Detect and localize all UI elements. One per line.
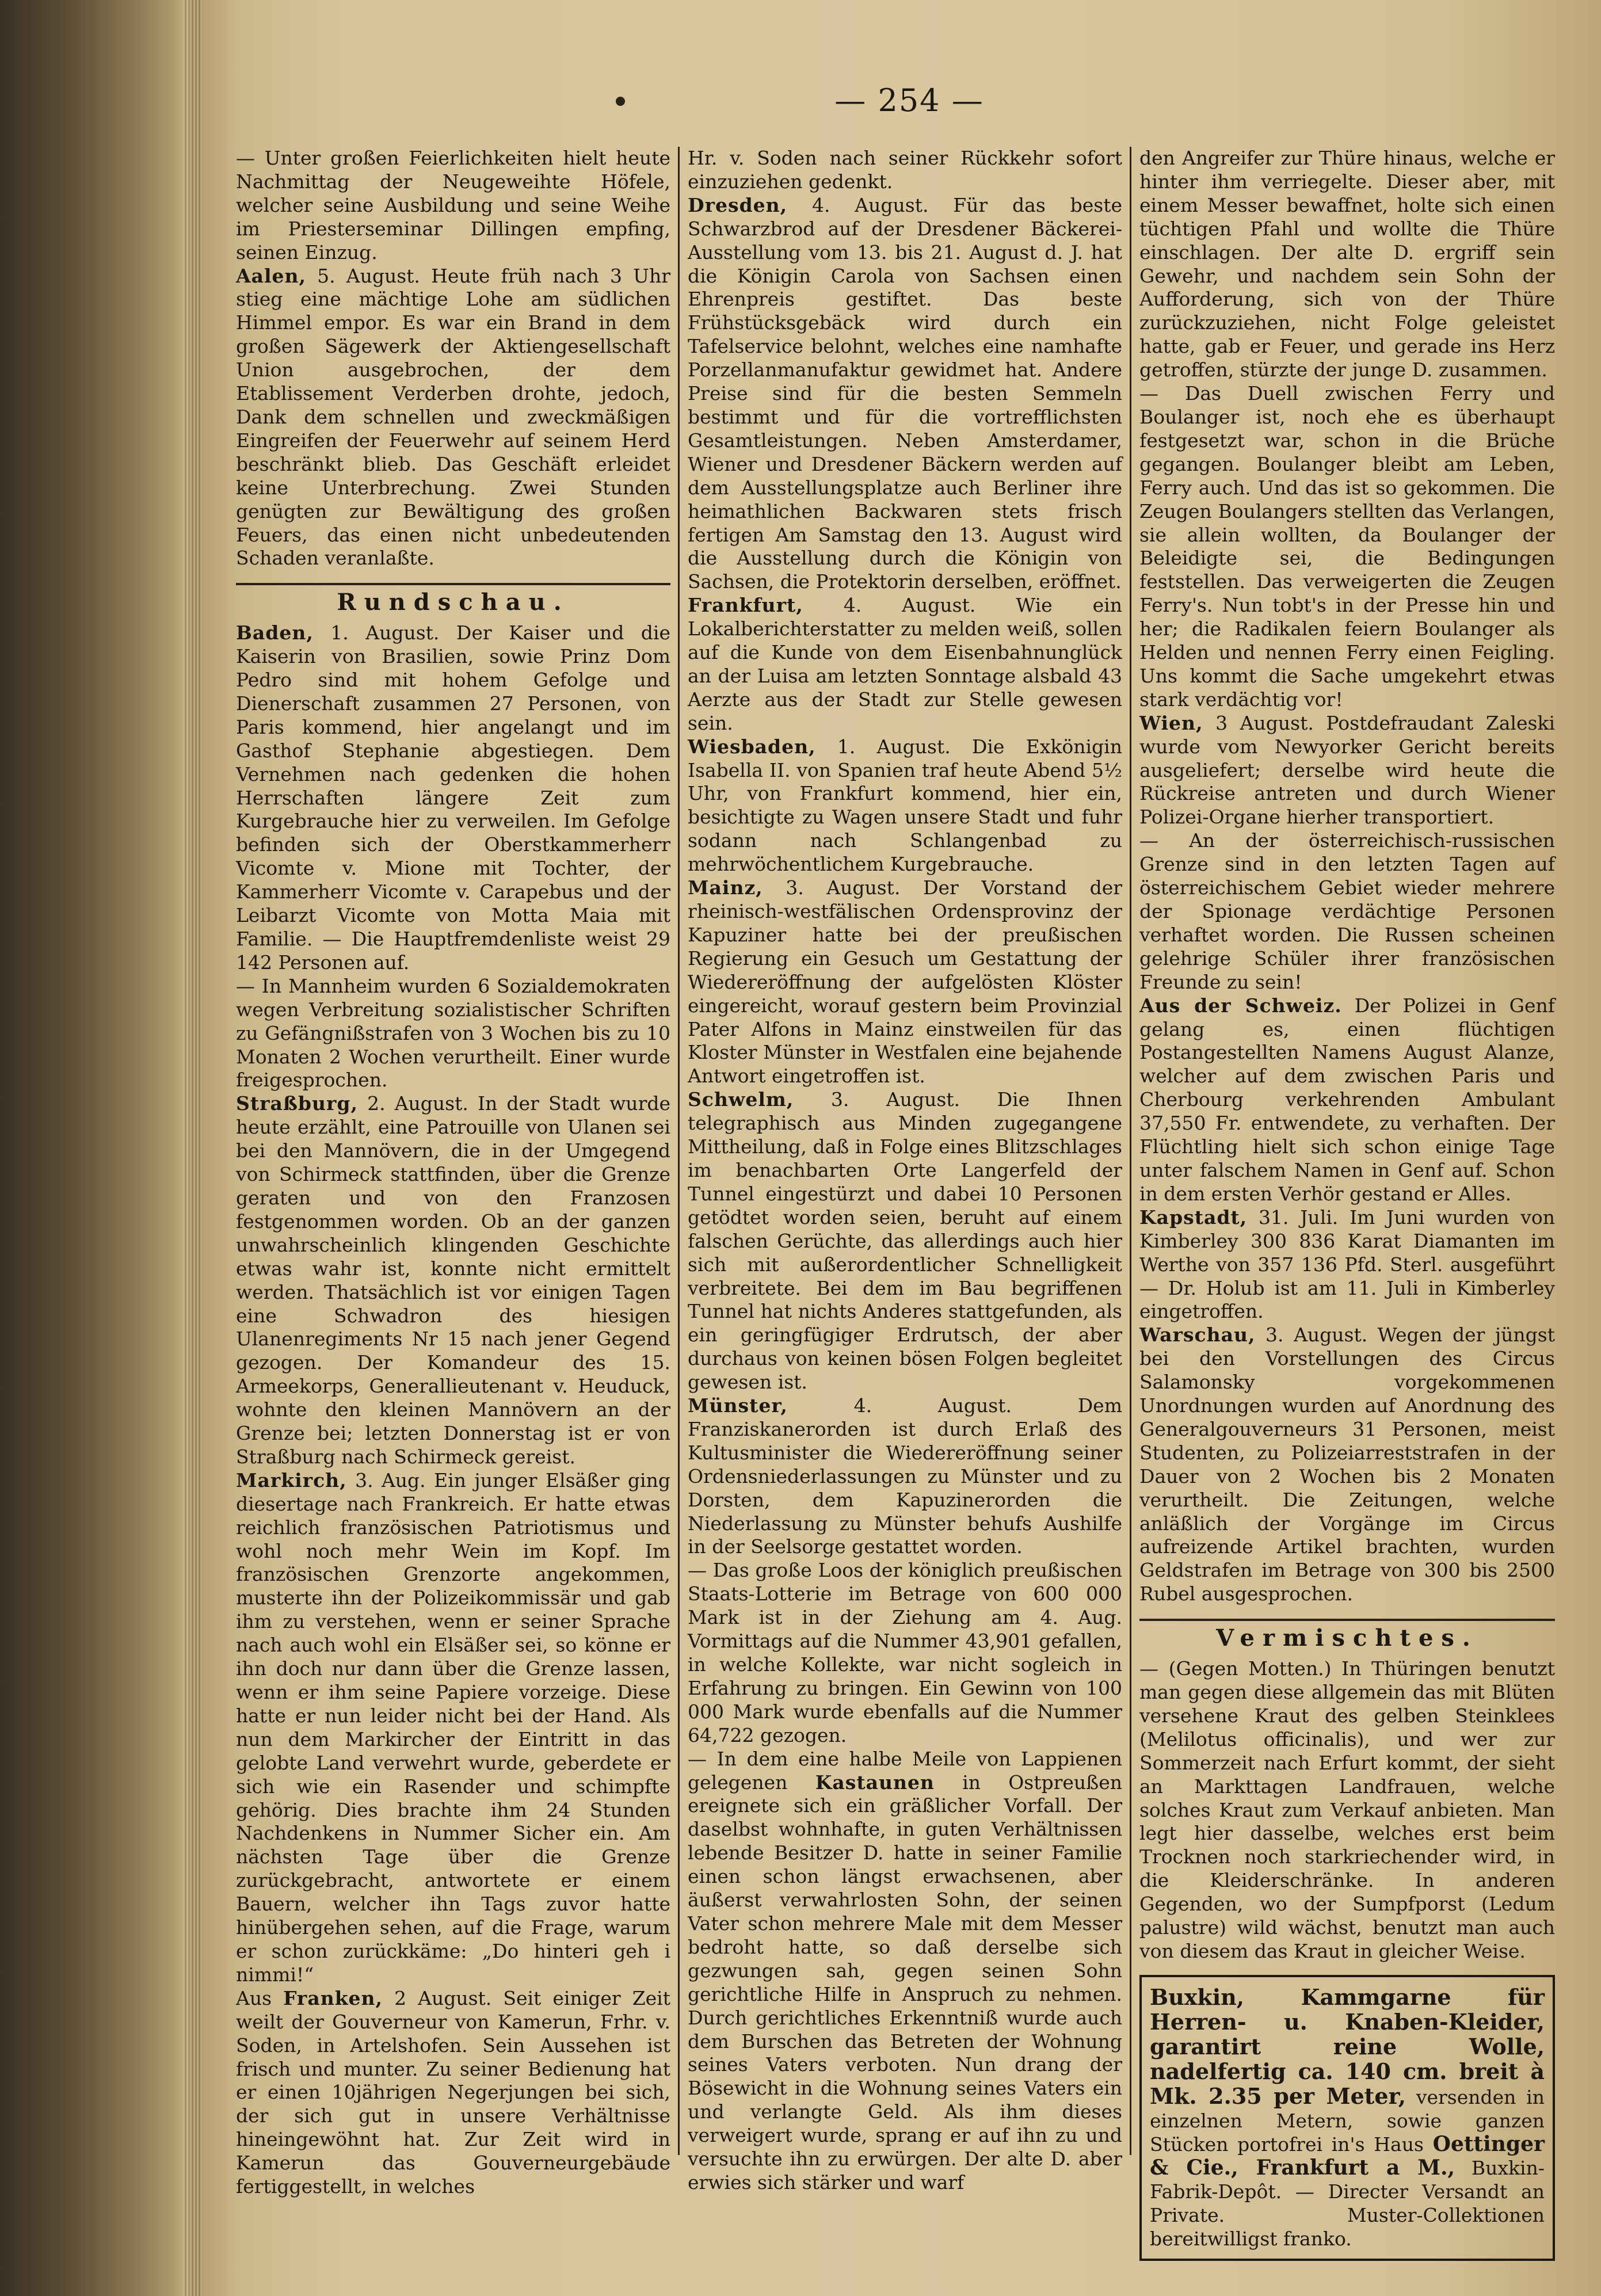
dateline-place: Aalen, — [236, 264, 306, 287]
dateline-place: Kastaunen — [815, 1771, 935, 1794]
article-body: 3 August. Postdefraudant Zaleski wurde vom Newyorker Gericht bereits ausgeliefert; derselbe wird heute die Rückreise antreten und durch Wiener Polizei-Organe hierher transportiert. — [1139, 711, 1555, 829]
dateline-place: Wien, — [1139, 711, 1203, 734]
article-body: in Ostpreußen ereignete sich ein gräßlicher Vorfall. Der daselbst wohnhafte, in guten Verhältnissen lebende Besitzer D. hatte in seiner Familie einen schon längst erwachsenen, aber äußerst verwahrlosten Sohn, der seinen Vater schon mehrere Male mit dem Messer bedroht hatte, so daß derselbe sich gezwungen sah, gegen seinen Sohn gerichtliche Hilfe in Anspruch zu nehmen. Durch gerichtliches Erkenntniß wurde auch dem Burschen das Betreten der Wohnung seines Vaters verboten. Nun drang der Bösewicht in die Wohnung seines Vaters ein und verlangte Geld. Als ihm dieses verweigert wurde, sprang er auf ihn zu und versuchte ihn zu erwürgen. Der alte D. aber erwies sich stärker und warf — [688, 1771, 1123, 2194]
dateline-place: Kapstadt, — [1139, 1206, 1248, 1229]
article-lotterie: — Das große Loos der königlich preußischen Staats-Lotterie im Betrage von 600 000 Mark ist in der Ziehung am 4. Aug. Vormittags auf die Nummer 43,901 gefallen, in welche Kollekte, war nicht sogleich in Erfahrung zu bringen. Ein Gewinn von 100 000 Mark wurde ebenfalls auf die Nummer 64,722 gezogen. — [688, 1559, 1122, 1746]
article-continuation: Hr. v. Soden nach seiner Rückkehr sofort einzuziehen gedenkt. — [688, 147, 1122, 193]
dateline-place: Aus der Schweiz. — [1139, 994, 1342, 1017]
article-body: 3. August. Die Ihnen telegraphisch aus Minden zugegangene Mittheilung, daß in Folge eines Blitzschlages im benachbarten Orte Langerfeld der Tunnel eingestürzt und dabei 10 Personen getödtet worden seien, beruht auf einem falschen Gerüchte, das allerdings auch hier sich mit außerordentlicher Schnelligkeit verbreitete. Bei dem im Bau begriffenen Tunnel hat nichts Anderes stattgefunden, als ein geringfügiger Erdrutsch, der aber durchaus von keinen bösen Folgen begleitet gewesen ist. — [688, 1088, 1122, 1394]
article-body: 3. August. Der Vorstand der rheinisch-westfälischen Ordensprovinz der Kapuziner hatte bei der preußischen Regierung ein Gesuch um Gestattung der Wiedereröffnung der aufgelösten Klöster eingereicht, worauf gestern beim Provinzial Pater Alfons in Mainz einstweilen für das Kloster Münster in Westfalen eine bejahende Antwort eingetroffen ist. — [688, 876, 1122, 1088]
article-body: Der Polizei in Genf gelang es, einen flüchtigen Postangestellten Namens August Alanze, welcher auf dem zwischen Paris und Cherbourg verkehrenden Ambulant 37,550 Fr. entwendete, zu verhaften. Der Flüchtling hielt sich schon einige Tage unter falschem Namen in Genf auf. Schon in dem ersten Verhör gestand er Alles. — [1139, 994, 1555, 1205]
article-continuation: den Angreifer zur Thüre hinaus, welche er hinter ihm verriegelte. Dieser aber, mit einem Messer bewaffnet, holte sich einen tüchtigen Pfahl und wollte die Thüre einschlagen. Der alte D. ergriff sein Gewehr, und nachdem sein Sohn der Aufforderung, sich von der Thüre zurückzuziehen, nicht Folge geleistet hatte, gab er Feuer, und gerade ins Herz getroffen, stürzte der junge D. zusammen. — [1139, 147, 1555, 382]
article-body: 1. August. Die Exkönigin Isabella II. von Spanien traf heute Abend 5½ Uhr, von Frankfurt kommend, hier ein, besichtigte zu Wagen unsere Stadt und fuhr sodann nach Schlangenbad zu mehrwöchentlichem Kurgebrauche. — [688, 735, 1122, 876]
book-spine — [0, 0, 190, 2296]
article-frankfurt — [688, 594, 1122, 735]
article-schwelm — [688, 1088, 1122, 1394]
article-body: 31. Juli. Im Juni wurden von Kimberley 300 836 Karat Diamanten im Werthe von 357 136 Pfd. Sterl. ausgeführt — Dr. Holub ist am 11. Juli in Kimberley eingetroffen. — [1139, 1206, 1555, 1323]
article-strassburg — [236, 1092, 670, 1469]
dateline-place: Münster, — [688, 1394, 788, 1417]
dateline-place: Markirch, — [236, 1469, 347, 1492]
article-duell: — Das Duell zwischen Ferry und Boulanger ist, noch ehe es überhaupt festgesetzt war, schon in die Brüche gegangen. Boulanger bleibt am Leben, Ferry auch. Und das ist so gekommen. Die Zeugen Boulangers stellten das Verlangen, sie allein wollten, da Boulanger der Beleidigte sei, die Bedingungen feststellen. Das verweigerten die Zeugen Ferry's. Nun tobt's in der Presse hin und her; die Radikalen feiern Boulanger als Helden und nennen Ferry einen Feigling. Uns kommt die Sache umgekehrt etwas stark verdächtig vor! — [1139, 382, 1555, 711]
dateline-lead: Aus — [236, 1986, 284, 2009]
dateline-place: Warschau, — [1139, 1324, 1256, 1347]
article-body: 4. August. Für das beste Schwarzbrod auf der Dresdener Bäckerei-Ausstellung vom 13. bis 21. August d. J. hat die Königin Carola von Sachsen einen Ehrenpreis gestiftet. Das beste Frühstücksgebäck wird durch ein Tafelservice belohnt, welches eine namhafte Porzellanmanufaktur gewidmet hat. Andere Preise sind für die besten Semmeln bestimmt und für die vortrefflichsten Gesamtleistungen. Neben Amsterdamer, Wiener und Dresdener Bäckern werden auf dem Ausstellungsplatze auch Berliner ihre heimathlichen Backwaren stets frisch fertigen Am Samstag den 13. August wird die Ausstellung durch die Königin von Sachsen, die Protektorin derselben, eröffnet. — [688, 193, 1122, 593]
dateline-place: Straßburg, — [236, 1092, 358, 1115]
ad-body: Buxkin-Fabrik-Depôt. — Directer Versandt an Private. Muster-Collektionen bereitwilligst franko. — [1150, 2156, 1545, 2250]
advertisement-box — [1139, 1975, 1555, 2261]
ink-dot — [616, 97, 625, 106]
article-wien — [1139, 712, 1555, 830]
section-rule — [1139, 1619, 1555, 1621]
article-aalen — [236, 265, 670, 571]
page-number: — 254 — — [834, 82, 984, 119]
article-body: 2 August. Seit einiger Zeit weilt der Gouverneur von Kamerun, Frhr. v. Soden, in Artelshofen. Sein Aussehen ist frisch und munter. Zu seiner Bedienung hat er einen 10jährigen Negerjungen bei sich, der sich gut in unsere Verhältnisse hineingewöhnt hat. Zur Zeit wird in Kamerun das Gouverneurgebäude fertiggestellt, in welches — [236, 1986, 670, 2198]
article-mainz — [688, 876, 1122, 1088]
article-kapstadt — [1139, 1206, 1555, 1324]
column-1 — [236, 147, 670, 2199]
article-body: 4. August. Dem Franziskanerorden ist durch Erlaß des Kultusminister die Wiedereröffnung seiner Ordensniederlassungen zu Münster und zu Dorsten, dem Kapuzinerorden die Niederlassung zu Münster behufs Aushilfe in der Seelsorge gestattet worden. — [688, 1394, 1122, 1558]
dateline-lead: — In dem eine halbe Meile von Lappienen gelegenen — [688, 1747, 1122, 1794]
dateline-place: Dresden, — [688, 193, 788, 216]
section-title-vermischtes: Vermischtes. — [1216, 1624, 1478, 1652]
article-grenze: — An der österreichisch-russischen Grenze sind in den letzten Tagen auf österreichischem Gebiet wieder mehrere der Spionage verdächtige Personen verhaftet worden. Die Russen scheinen gelehrige Schüler ihrer französischen Freunde zu sein! — [1139, 829, 1555, 993]
dateline-place: Franken, — [283, 1986, 383, 2009]
article-dresden — [688, 194, 1122, 594]
column-3 — [1139, 147, 1555, 2261]
section-rule — [236, 583, 670, 585]
article-body: 1. August. Der Kaiser und die Kaiserin von Brasilien, sowie Prinz Dom Pedro sind mit hohem Gefolge und Dienerschaft zusammen 27 Personen, von Paris kommend, hier angelangt und im Gasthof Stephanie abgestiegen. Dem Vernehmen nach gedenken die hohen Herrschaften längere Zeit zum Kurgebrauche hier zu verweilen. Im Gefolge befinden sich der Oberstkammerherr Vicomte v. Mione mit Tochter, der Kammerherr Vicomte v. Carapebus und der Leibarzt Vicomte von Motta Maia mit Familie. — Die Hauptfremdenliste weist 29 142 Personen auf. — [236, 621, 670, 974]
article-body: 2. August. In der Stadt wurde heute erzählt, eine Patrouille von Ulanen sei bei den Mannövern, die in der Umgegend von Schirmeck stattfinden, über die Grenze geraten und von den Franzosen festgenommen worden. Ob an der ganzen unwahrscheinlich klingenden Geschichte etwas wahr ist, konnte nicht ermittelt werden. Thatsächlich ist vor einigen Tagen eine Schwadron des hiesigen Ulanenregiments Nr 15 nach jener Gegend gezogen. Der Komandeur des 15. Armeekorps, Generallieutenant v. Heuduck, wohnte den kleinen Mannövern an der Grenze bei; letzten Donnerstag ist er von Straßburg nach Schirmeck gereist. — [236, 1092, 670, 1468]
dateline-place: Wiesbaden, — [688, 735, 816, 758]
article-markirch — [236, 1469, 670, 1987]
article-motten: — (Gegen Motten.) In Thüringen benutzt man gegen diese allgemein das mit Blüten versehene Kraut des gelben Steinklees (Melilotus officinalis), und wer zur Sommerzeit nach Erfurt kommt, der sieht an Markttagen Landfrauen, welche solches Kraut zum Verkauf anbieten. Man legt hier dasselbe, welches erst beim Trocknen noch starkriechender wird, in die Kleiderschränke. In anderen Gegenden, wo der Sumpfporst (Ledum palustre) wild wächst, benutzt man auch von diesem das Kraut in gleicher Weise. — [1139, 1657, 1555, 1962]
article-kastaunen — [688, 1748, 1122, 2195]
dateline-place: Mainz, — [688, 876, 763, 899]
article-body: 3. August. Wegen der jüngst bei den Vorstellungen des Circus Salamonsky vorgekommenen Unordnungen wurden auf Anordnung des Generalgouverneurs 31 Personen, meist Studenten, zu Polizeiarreststrafen in der Dauer von 2 Wochen bis 2 Monaten verurtheilt. Die Zeitungen, welche anläßlich der Vorgänge im Circus aufreizende Artikel brachten, wurden Geldstrafen im Betrage von 300 bis 2500 Rubel ausgesprochen. — [1139, 1324, 1555, 1605]
article-body: 3. Aug. Ein junger Elsäßer ging diesertage nach Frankreich. Er hatte etwas reichlich französischen Patriotismus und wohl noch mehr Wein im Kopf. Im französischen Grenzorte angekommen, musterte ihn der Polizeikommissär und gab ihm zu verstehen, wenn er seiner Sprache nach auch wohl ein Elsäßer sei, so könne er ihn doch nur dann über die Grenze lassen, wenn er ihm seine Papiere vorzeige. Diese hatte er nun leider nicht bei der Hand. Als nun dem Markircher der Eintritt in das gelobte Land verwehrt wurde, geberdete er sich wie ein Rasender und schimpfte gehörig. Dies brachte ihm 24 Stunden Nachdenkens in Nummer Sicher ein. Am nächsten Tage über die Grenze zurückgebracht, antwortete er einem Bauern, welcher ihn Tags zuvor hatte hinübergehen sehen, auf die Frage, warum er schon zurückkäme: „Do hinteri geh i nimmi!“ — [236, 1469, 670, 1986]
ad-body: versenden in einzelnen Metern, sowie ganzen Stücken portofrei in's Haus — [1150, 2085, 1545, 2156]
dateline-place: Baden, — [236, 621, 314, 644]
article-schweiz — [1139, 994, 1555, 1206]
dateline-place: Frankfurt, — [688, 594, 803, 617]
section-title-rundschau: Rundschau. — [337, 589, 570, 616]
column-divider — [1130, 147, 1131, 2155]
column-divider — [678, 147, 680, 2155]
article-body: 4. August. Wie ein Lokalberichterstatter zu melden weiß, sollen auf die Kunde von dem Eisenbahnunglück an der Luisa am letzten Sonntage alsbald 43 Aerzte aus der Stadt zur Stelle gewesen sein. — [688, 594, 1122, 734]
article-wiesbaden — [688, 735, 1122, 876]
dateline-place: Schwelm, — [688, 1088, 794, 1111]
article-hoefele: — Unter großen Feierlichkeiten hielt heute Nachmittag der Neugeweihte Höfele, welcher seine Ausbildung und seine Weihe im Priesterseminar Dillingen empfing, seinen Einzug. — [236, 147, 670, 264]
article-mannheim: — In Mannheim wurden 6 Sozialdemokraten wegen Verbreitung sozialistischer Schriften zu Gefängnißstrafen von 3 Wochen bis zu 10 Monaten 2 Wochen verurtheilt. Einer wurde freigesprochen. — [236, 974, 670, 1092]
column-2 — [688, 147, 1122, 2195]
article-muenster — [688, 1394, 1122, 1559]
ad-headline: Buxkin, Kammgarne für Herren- u. Knaben-Kleider, garantirt reine Wolle, nadelfertig ca. 140 cm. breit à Mk. 2.35 per Meter, — [1150, 1984, 1545, 2109]
article-body: 5. August. Heute früh nach 3 Uhr stieg eine mächtige Lohe am südlichen Himmel empor. Es war ein Brand in dem großen Sägewerk der Aktiengesellschaft Union ausgebrochen, der dem Etablissement Verderben drohte, jedoch, Dank dem schnellen und zweckmäßigen Eingreifen der Feuerwehr auf seinem Herd beschränkt blieb. Das Geschäft erleidet keine Unterbrechung. Zwei Stunden genügten zur Bewältigung des großen Feuers, das einen nicht unbedeutenden Schaden veranlaßte. — [236, 264, 670, 570]
ad-firm-name: Oettinger & Cie., Frankfurt a M., — [1150, 2131, 1545, 2180]
article-baden — [236, 621, 670, 975]
article-warschau — [1139, 1324, 1555, 1606]
article-franken — [236, 1987, 670, 2199]
